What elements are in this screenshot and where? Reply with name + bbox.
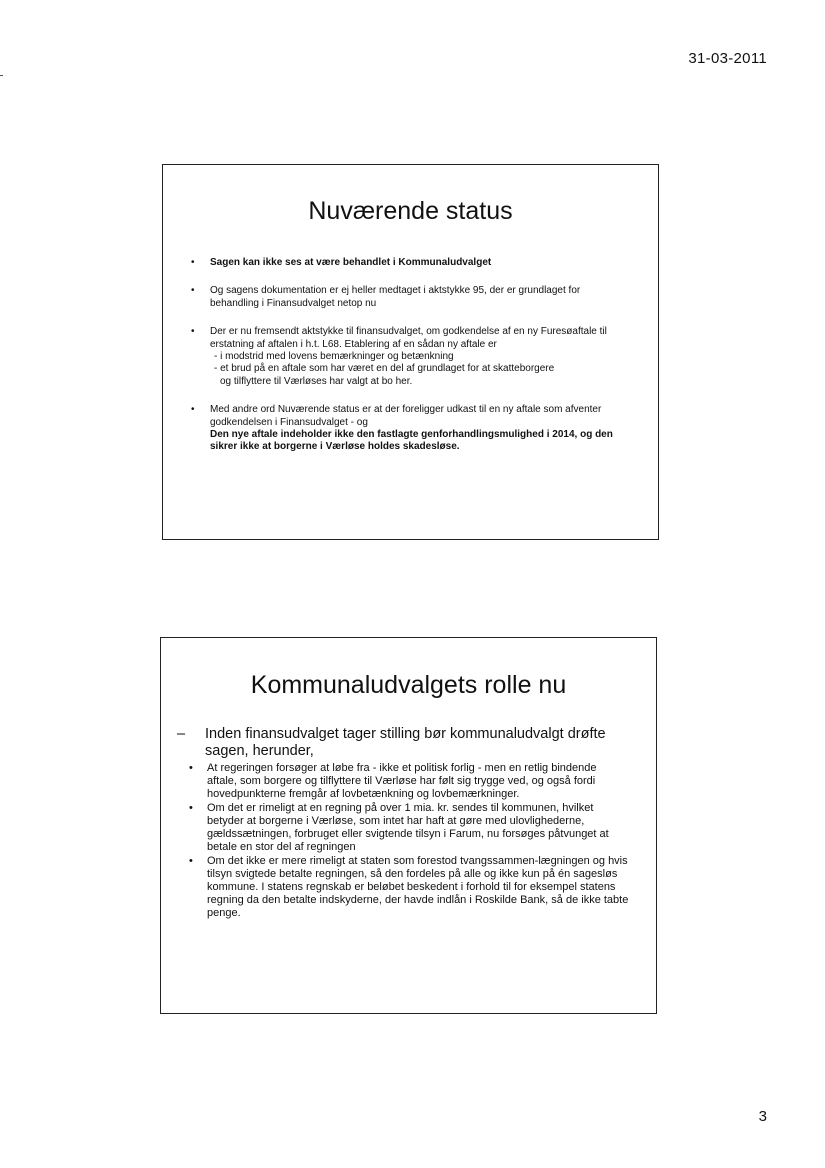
bullet-icon: • [189, 855, 193, 867]
bullet-text: Der er nu fremsendt aktstykke til finansudvalget, om godkendelse af en ny Furesøaftale til erstatning af aftalen i h.t. L68. Etablering af en sådan ny aftale er [210, 326, 607, 350]
bullet-icon: • [189, 802, 193, 814]
bullet-text: Og sagens dokumentation er ej heller medtaget i aktstykke 95, der er grundlaget for behandling i Finansudvalget netop nu [210, 285, 581, 309]
bullet-icon: • [191, 404, 195, 416]
bullet-text: Sagen kan ikke ses at være behandlet i Kommunaludvalget [210, 257, 492, 268]
intro-point [177, 726, 637, 760]
slide-title: Kommunaludvalgets rolle nu [250, 671, 567, 699]
list-item [191, 257, 631, 269]
list-item [191, 326, 631, 388]
bullet-list [189, 762, 629, 921]
bullet-icon: • [191, 257, 195, 268]
scan-edge-mark [0, 75, 3, 76]
bullet-text: Med andre ord Nuværende status er at der foreligger udkast til en ny aftale som afventer godkendelsen i Finansudvalget - og [210, 404, 602, 428]
list-item [189, 762, 629, 801]
bullet-text: At regeringen forsøger at løbe fra - ikke et politisk forlig - men en retlig bindende aftale, som borgere og tilflyttere til Værløse har følt sig trygge ved, og også fordi hovedpunkterne fremgår af lovbetænkning og lovbemærkninger. [207, 762, 597, 800]
document-date: 31-03-2011 [688, 50, 767, 67]
bullet-text: Om det er rimeligt at en regning på over 1 mia. kr. sendes til kommunen, hvilket betyder at borgerne i Værløse, som intet har haft at gøre med ulovlighederne, gældssætningen, forbruget eller svigtende tilsyn i Farum, nu forsøges påtvunget at betale en stor del af regningen [207, 802, 609, 853]
list-item [191, 285, 631, 310]
page-number: 3 [758, 1108, 767, 1125]
bullet-icon: • [191, 326, 195, 338]
list-item [189, 802, 629, 854]
list-item [189, 855, 629, 920]
slide-nuvaerende-status [162, 164, 659, 540]
intro-text: Inden finansudvalget tager stilling bør kommunaludvalgt drøfte sagen, herunder, [205, 726, 606, 759]
bullet-icon: • [191, 285, 195, 297]
slide-title: Nuværende status [308, 197, 513, 225]
bullet-bold-text: Den nye aftale indeholder ikke den fastlagte genforhandlingsmulighed i 2014, og den sikrer ikke at borgerne i Værløse holdes skadesløse. [210, 429, 613, 453]
sub-point: - et brud på en aftale som har været en del af grundlaget for at skatteborgere [214, 363, 555, 375]
sub-point-continuation: og tilflyttere til Værløses har valgt at bo her. [220, 375, 413, 387]
bullet-icon: • [189, 762, 193, 774]
bullet-list [191, 257, 631, 470]
dash-icon: – [177, 726, 186, 742]
sub-point: - i modstrid med lovens bemærkninger og betænkning [214, 351, 454, 363]
slide-kommunaludvalgets-rolle [160, 637, 657, 1014]
bullet-text: Om det ikke er mere rimeligt at staten som forestod tvangssammen-lægningen og hvis tilsyn svigtede betalte regningen, så den fordeles på alle og ikke kun på én sagesløs kommune. I statens regnskab er beløbet beskedent i forhold til for eksempel statens regning da den betalte indskyderne, der havde indlån i Roskilde Bank, så de ikke tabte penge. [207, 855, 629, 919]
list-item [191, 404, 631, 454]
